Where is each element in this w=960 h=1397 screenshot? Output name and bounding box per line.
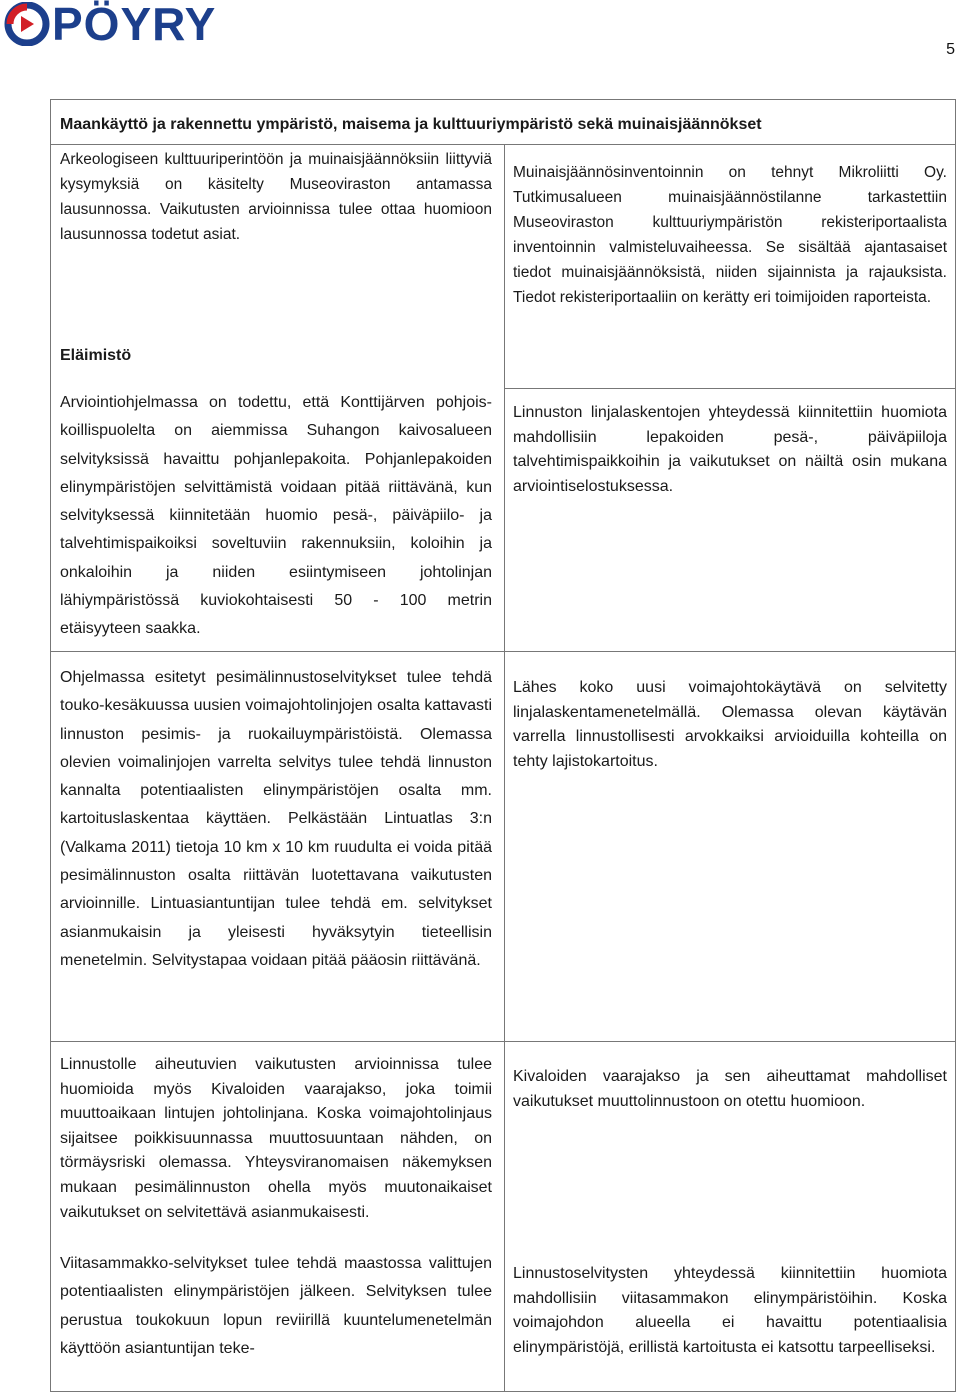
logo-wordmark: PÖYRY xyxy=(52,0,217,50)
bats-statement: Arviointiohjelmassa on todettu, että Konttijärven pohjois-koillispuolelta on aiemmissa Suhangon kaivosalueen selvityksissä havaittu pohjanlepakoita. Pohjanlepakoiden elinympäristöjen selvittämistä voidaan pitää riittävänä, kun selvityksessä kiinnitetään huomio pesä-, päiväpiilo- ja talvehtimispaikoiksi soveltuviin rakennuksiin, koloihin ja onkaloihin ja niiden esiintymiseen johtolinjan lähiympäristössä kuviokohtaisesti 50 - 100 metrin etäisyyteen saakka. xyxy=(60,394,492,638)
moor-frog-response: Linnustoselvitysten yhteydessä kiinnitettiin huomiota mahdollisiin viitasammakon elinympäristöihin. Koska voimajohdon alueella ei havaittu potentiaalisia elinympäristöjä, erillistä kartoitusta ei katsottu tarpeelliseksi. xyxy=(513,1265,947,1356)
table-divider xyxy=(51,144,955,145)
table-divider xyxy=(51,1041,955,1042)
poyry-logo-icon xyxy=(4,2,50,46)
moor-frog-statement: Viitasammakko-selvitykset tulee tehdä maastossa valittujen potentiaalisten elinympäristöjen jälkeen. Selvityksen tulee perustua toukokuun lopun reviirillä kuuntelumenetelmän käyttöön asiantuntijan teke- xyxy=(60,1255,492,1357)
poyry-logo xyxy=(4,0,217,50)
archaeology-statement: Arkeologiseen kulttuuriperintöön ja muinaisjäännöksiin liittyviä kysymyksiä on käsitelty Museoviraston antamassa lausunnossa. Vaikutusten arvioinnissa tulee ottaa huomioon lausunnossa todetut asiat. xyxy=(60,151,492,243)
page-number: 5 xyxy=(946,41,955,58)
column-divider xyxy=(504,144,505,1391)
migration-statement: Linnustolle aiheutuvien vaikutusten arvioinnissa tulee huomioida myös Kivaloiden vaarajakso, joka toimii muuttoaikaan lintujen johtolinjana. Koska voimajohtolinjaus sijaitsee poikkisuunnassa muuttosuuntaan nähden, on törmäysriski olemassa. Yhteysviranomaisen näkemyksen mukaan pesimälinnuston ohella myös muutonaikaiset vaikutukset on selvitettävä asianmukaisesti. xyxy=(60,1056,492,1221)
bats-response: Linnuston linjalaskentojen yhteydessä kiinnitettiin huomiota mahdollisiin lepakoiden pesä-, päiväpiiloja talvehtimispaikkoihin ja vaikutukset on näiltä osin mukana arviointiselostuksessa. xyxy=(513,404,947,495)
table-divider xyxy=(504,388,955,389)
table-divider xyxy=(51,651,955,652)
migration-response: Kivaloiden vaarajakso ja sen aiheuttamat mahdolliset vaikutukset muuttolinnustoon on otettu huomioon. xyxy=(513,1068,947,1110)
breeding-birds-response: Lähes koko uusi voimajohtokäytävä on selvitetty linjalaskentamenetelmällä. Olemassa olevan käytävän varrella linnustollisesti arvokkaiksi arvioiduilla kohteilla on tehty lajistokartoitus. xyxy=(513,679,947,770)
fauna-subheading: Eläimistö xyxy=(60,347,132,364)
breeding-birds-statement: Ohjelmassa esitetyt pesimälinnustoselvitykset tulee tehdä touko-kesäkuussa uusien voimajohtolinjojen osalta kattavasti linnuston pesimis- ja ruokailuympäristöistä. Olemassa olevien voimalinjojen varrelta selvitys tulee tehdä linnuston kannalta potentiaalisten elinympäristöjen osalta mm. kartoituslaskentaa käyttäen. Pelkästään Lintuatlas 3:n (Valkama 2011) tietoja 10 km x 10 km ruudulta ei voida pitää pesimälinnuston osalta riittävän luotettavana vaikutusten arvioinnille. Lintuasiantuntijan tulee tehdä em. selvitykset asianmukaisin ja yleisesti hyväksytyin tieteellisin menetelmin. Selvitystapaa voidaan pitää pääosin riittävänä. xyxy=(60,669,492,969)
section-heading: Maankäyttö ja rakennettu ympäristö, maisema ja kulttuuriympäristö sekä muinaisjäännökset xyxy=(60,116,762,133)
archaeology-response: Muinaisjäännösinventoinnin on tehnyt Mikroliitti Oy. Tutkimusalueen muinaisjäännöstilanne tarkastettiin Museoviraston kulttuuriympäristön rekisteriportaalista inventoinnin valmisteluvaiheessa. Se sisältää ajantasaiset tiedot muinaisjäännöksistä, niiden sijainnista ja rajauksista. Tiedot rekisteriportaaliin on kerätty eri toimijoiden raporteista. xyxy=(513,164,947,306)
document-table xyxy=(50,99,956,1392)
